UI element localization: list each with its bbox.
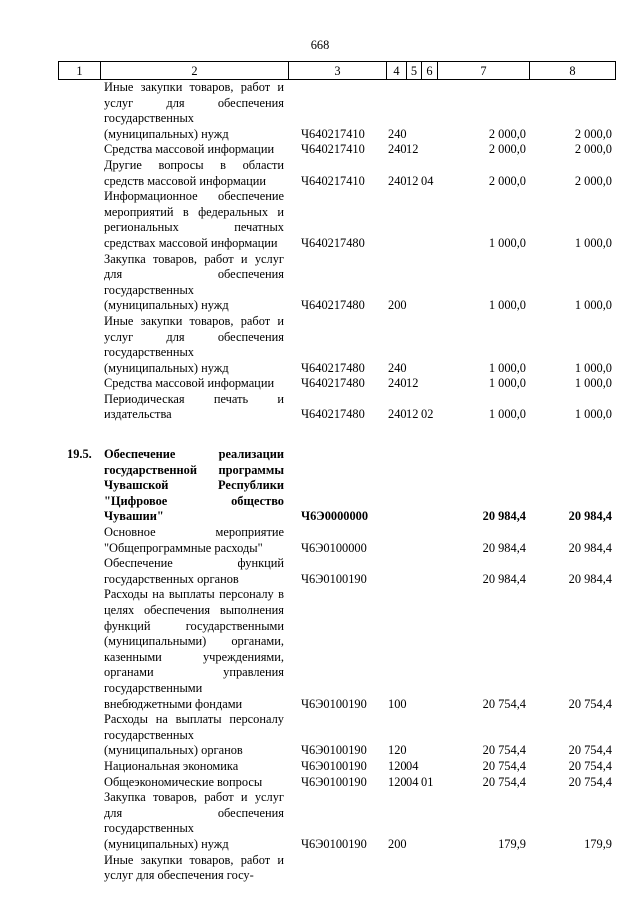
table-row [58,142,615,158]
table-row [58,712,615,759]
row-amount-8: 2 000,0 [574,142,612,157]
row-name: Информационное обеспечение мероприятий в федеральных и региональных печатных средствах массовой информации [104,189,284,250]
row-expense-type: 240 [388,376,407,391]
row-subsection [421,556,437,587]
table-row [58,525,615,556]
row-amount-7: 20 754,4 [482,774,526,789]
row-subsection [421,142,437,158]
row-amount-7: 2 000,0 [488,126,526,141]
row-amount-7: 2 000,0 [488,142,526,157]
row-subsection [421,252,437,314]
row-expense-type: 240 [388,173,407,188]
row-amount-8: 20 984,4 [568,540,612,555]
row-name: Средства массовой информации [104,376,275,391]
row-expense-type [386,853,406,884]
row-expense-type: 200 [388,836,407,851]
row-expense-type [386,447,406,525]
row-subsection [421,790,437,852]
table-row [58,158,615,189]
row-subsection [421,189,437,251]
row-code: Ч640217480 [301,376,365,391]
table-row [58,447,615,525]
row-amount-7: 20 754,4 [482,696,526,711]
row-amount-8: 1 000,0 [574,407,612,422]
row-section [406,252,421,314]
table-row [58,80,615,142]
row-amount-8: 1 000,0 [574,235,612,250]
row-section [406,712,421,759]
row-code: Ч6Э0100190 [301,696,367,711]
row-amount-7: 1 000,0 [488,235,526,250]
row-section: 12 [406,407,419,422]
budget-table-body [58,80,615,884]
row-code: Ч6Э0100190 [301,836,367,851]
row-number [58,587,100,712]
row-expense-type: 240 [388,360,407,375]
row-amount-8: 20 984,4 [568,571,612,586]
row-number [58,525,100,556]
row-section [406,587,421,712]
row-number [58,314,100,376]
row-number: 19.5. [67,447,92,462]
row-name: Другие вопросы в области средств массовой информации [104,157,284,188]
row-name: Иные закупки товаров, работ и услуг для обеспечения госу- [104,852,284,883]
row-number [58,189,100,251]
row-section [406,556,421,587]
row-subsection [421,853,437,884]
row-section [406,790,421,852]
row-expense-type: 120 [388,774,407,789]
row-code: Ч640217410 [301,126,365,141]
row-expense-type [386,189,406,251]
row-section [406,80,421,142]
row-expense-type: 240 [388,407,407,422]
table-row [58,392,615,423]
table-row [58,790,615,852]
row-expense-type: 240 [388,126,407,141]
row-number [58,158,100,189]
row-name: Закупка товаров, работ и услуг для обеспечения государственных (муниципальных) нужд [104,251,284,313]
row-amount-7: 1 000,0 [488,407,526,422]
table-row [58,775,615,791]
row-amount-8: 20 754,4 [568,758,612,773]
row-subsection [421,376,437,392]
row-number [58,376,100,392]
row-amount-7: 1 000,0 [488,298,526,313]
row-expense-type [386,525,406,556]
row-name: Общеэкономические вопросы [104,774,263,789]
row-amount-8: 1 000,0 [574,376,612,391]
row-expense-type [386,556,406,587]
table-row [58,587,615,712]
row-expense-type: 120 [388,758,407,773]
row-subsection [421,587,437,712]
page-number: 668 [310,38,330,52]
row-number [58,252,100,314]
row-code: Ч640217410 [301,142,365,157]
column-header-6: 6 [422,62,438,80]
row-code: Ч640217480 [301,360,365,375]
row-section: 12 [406,376,419,391]
row-section: 12 [406,142,419,157]
row-section [406,447,421,525]
column-header-row [59,62,616,80]
row-number [58,142,100,158]
row-number [58,853,100,884]
row-code [288,853,386,884]
row-expense-type: 240 [388,142,407,157]
row-subsection: 02 [421,407,434,422]
row-subsection: 01 [421,774,434,789]
row-name: Средства массовой информации [104,142,275,157]
table-row [58,189,615,251]
row-name: Закупка товаров, работ и услуг для обеспечения государственных (муниципальных) нужд [104,790,284,851]
row-number [58,712,100,759]
row-code: Ч6Э0100190 [301,571,367,586]
column-header-7: 7 [438,62,530,80]
row-amount-7: 20 754,4 [482,743,526,758]
row-amount-7: 20 984,4 [482,571,526,586]
row-amount-8: 20 754,4 [568,696,612,711]
row-section [406,314,421,376]
row-amount-7: 1 000,0 [488,376,526,391]
row-subsection [421,80,437,142]
row-code: Ч640217480 [301,298,365,313]
column-header-table [58,61,616,80]
table-row [58,853,615,884]
row-amount-8: 2 000,0 [574,126,612,141]
row-number [58,775,100,791]
row-expense-type: 120 [388,743,407,758]
column-header-4: 4 [387,62,407,80]
row-name: Иные закупки товаров, работ и услуг для обеспечения государственных (муниципальных) нужд [104,313,284,375]
row-code: Ч6Э0100000 [301,540,367,555]
row-number [58,80,100,142]
row-code: Ч640217480 [301,235,365,250]
row-section: 04 [406,774,419,789]
column-header-2: 2 [101,62,289,80]
row-amount-8: 20 754,4 [568,774,612,789]
row-section: 12 [406,173,419,188]
row-name: Расходы на выплаты персоналу государственных (муниципальных) органов [104,712,284,758]
row-amount-8: 1 000,0 [574,360,612,375]
row-number [58,392,100,423]
row-amount-7: 20 754,4 [482,758,526,773]
table-row [58,252,615,314]
row-subsection [421,314,437,376]
row-name: Основное мероприятие "Общепрограммные расходы" [104,525,284,555]
table-row [58,314,615,376]
budget-table [58,80,615,884]
row-amount-7: 20 984,4 [482,509,526,524]
row-amount-7: 179,9 [498,836,526,851]
column-header-5: 5 [407,62,422,80]
row-code: Ч640217480 [301,407,365,422]
row-amount-7 [437,853,529,884]
table-row [58,759,615,775]
column-header-3: 3 [289,62,387,80]
row-amount-7: 2 000,0 [488,173,526,188]
row-code: Ч640217410 [301,173,365,188]
row-expense-type: 200 [388,298,407,313]
row-amount-7: 1 000,0 [488,360,526,375]
row-name: Национальная экономика [104,758,239,773]
row-expense-type: 100 [388,696,407,711]
row-amount-8: 20 984,4 [568,509,612,524]
row-subsection [421,712,437,759]
row-amount-8: 20 754,4 [568,743,612,758]
row-name: Обеспечение функций государственных органов [104,556,284,586]
row-amount-7: 20 984,4 [482,540,526,555]
row-subsection [421,447,437,525]
row-subsection [421,759,437,775]
row-section: 04 [406,758,419,773]
row-number [58,790,100,852]
row-code: Ч6Э0100190 [301,743,367,758]
row-number [58,556,100,587]
row-amount-8: 179,9 [584,836,612,851]
row-amount-8: 1 000,0 [574,298,612,313]
row-number [58,759,100,775]
row-name: Обеспечение реализации государственной программы Чувашской Республики "Цифровое общество Чувашии" [104,447,284,524]
table-row [58,376,615,392]
table-row [58,556,615,587]
row-section [406,189,421,251]
row-code: Ч6Э0100190 [301,758,367,773]
row-code: Ч6Э0100190 [301,774,367,789]
row-amount-8: 2 000,0 [574,173,612,188]
column-header-1: 1 [59,62,101,80]
row-subsection [421,525,437,556]
row-subsection: 04 [421,173,434,188]
section-spacer [58,423,615,447]
row-name: Периодическая печать и издательства [104,391,284,422]
row-name: Расходы на выплаты персоналу в целях обеспечения выполнения функций государственными (муниципальными) органами, казенными учреждениями, органами управления государственными внебюджетными фондами [104,587,284,711]
row-section [406,525,421,556]
row-code: Ч6Э0000000 [301,509,369,524]
row-name: Иные закупки товаров, работ и услуг для обеспечения государственных (муниципальных) нужд [104,80,284,141]
row-amount-8 [529,853,615,884]
row-section [406,853,421,884]
column-header-8: 8 [530,62,616,80]
